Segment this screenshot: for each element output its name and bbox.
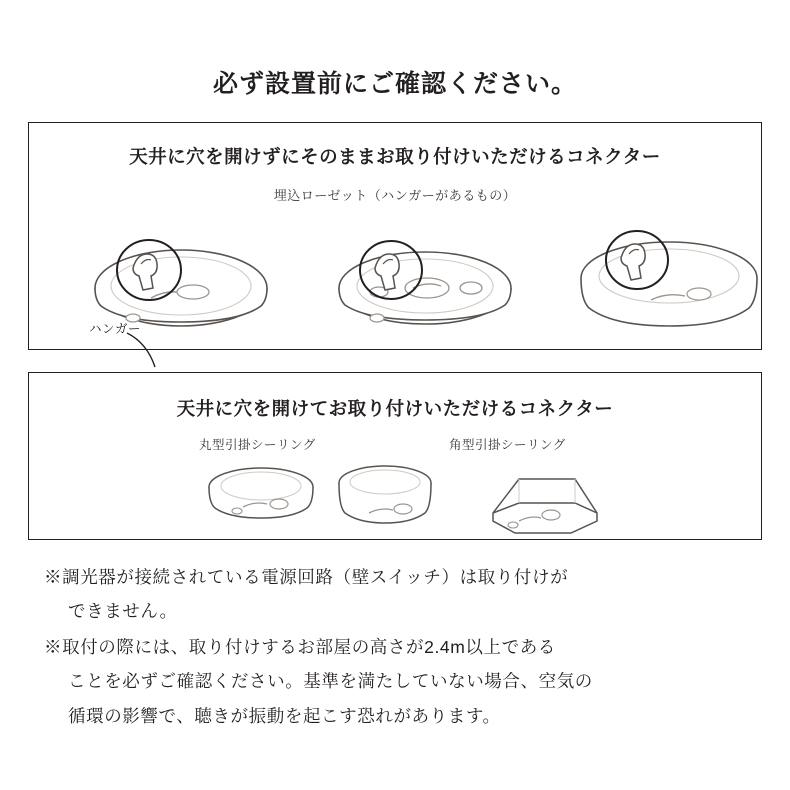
page-title: 必ず設置前にご確認ください。 <box>212 70 577 98</box>
note-line: 調光器が接続されている電源回路（壁スイッチ）は取り付けが <box>62 567 569 587</box>
figure-round-ceiling-rose-flat <box>201 459 321 539</box>
note-item <box>44 630 750 732</box>
hanger-callout-label: ハンガー <box>89 322 142 336</box>
panel-2-title: 天井に穴を開けてお取り付けいただけるコネクター <box>176 398 614 419</box>
note-line: できません。 <box>68 601 178 622</box>
panel-drill-connectors <box>28 372 762 540</box>
panel-1-title: 天井に穴を開けずにそのままお取り付けいただけるコネクター <box>129 146 661 167</box>
figure-square-ceiling-rose <box>479 469 609 545</box>
note-marker: ※ <box>44 637 63 658</box>
figure-embedded-rosette-oval <box>317 226 537 346</box>
hanger-callout-line <box>125 329 195 375</box>
note-line: 循環の影響で、聴きが振動を起こす恐れがあります。 <box>68 705 501 726</box>
panel-1-subtitle: 埋込ローゼット（ハンガーがあるもの） <box>273 188 517 203</box>
figure-round-ceiling-rose-tall <box>325 459 445 539</box>
note-line: ことを必ずご確認ください。基準を満たしていない場合、空気の <box>68 671 593 692</box>
caption-round-ceiling-rose: 丸型引掛シーリング <box>199 438 316 452</box>
note-marker: ※ <box>44 567 63 587</box>
notes-section <box>44 560 750 735</box>
panel-no-drill-connectors <box>28 122 762 350</box>
caption-square-ceiling-rose: 角型引掛シーリング <box>449 438 566 452</box>
note-line: 取付の際には、取り付けするお部屋の高さが2.4m以上である <box>62 637 556 658</box>
panel-2-captions <box>29 435 761 455</box>
note-item <box>44 560 750 628</box>
figure-embedded-rosette-deep <box>559 222 779 347</box>
